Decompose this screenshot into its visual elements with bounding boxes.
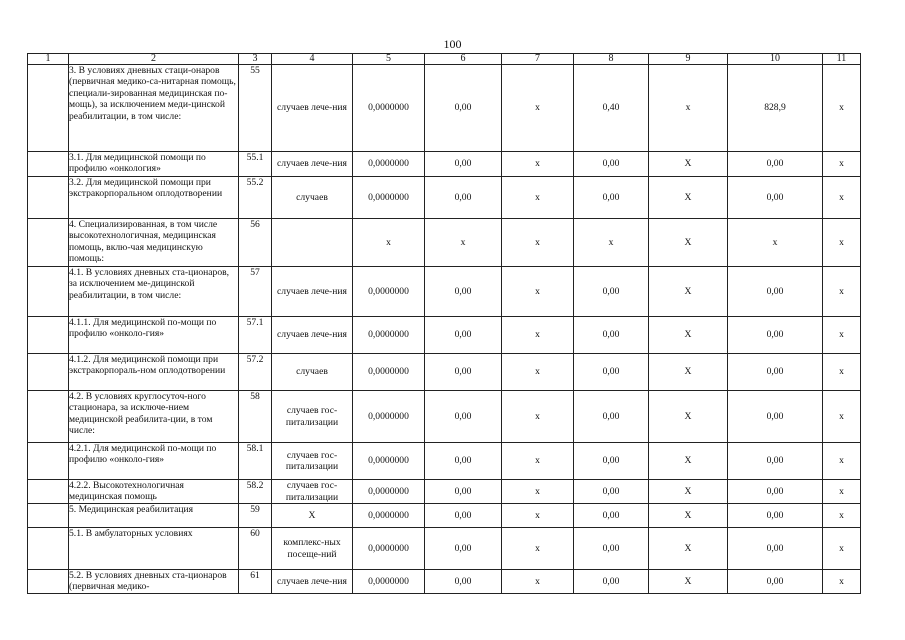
- row-unit: случаев лече-ния: [272, 317, 353, 354]
- row-col1-cell: [28, 528, 69, 570]
- value-col9: Х: [649, 152, 728, 177]
- row-code: 61: [239, 570, 272, 594]
- value-col10: 0,00: [728, 354, 823, 391]
- row-unit: случаев лече-ния: [272, 152, 353, 177]
- value-col7: х: [502, 177, 574, 219]
- row-col1-cell: [28, 391, 69, 443]
- value-col10: 0,00: [728, 317, 823, 354]
- value-col8: 0,00: [574, 317, 649, 354]
- value-col7: х: [502, 65, 574, 152]
- row-unit: случаев гос-питализации: [272, 480, 353, 504]
- table-row: [28, 504, 861, 528]
- value-col8: 0,00: [574, 152, 649, 177]
- value-col10: 0,00: [728, 177, 823, 219]
- value-col9: Х: [649, 177, 728, 219]
- value-col9: Х: [649, 317, 728, 354]
- row-unit: случаев лече-ния: [272, 65, 353, 152]
- row-unit: случаев: [272, 354, 353, 391]
- column-header: 1: [28, 54, 69, 65]
- value-col5: 0,0000000: [353, 317, 425, 354]
- value-col5: 0,0000000: [353, 570, 425, 594]
- value-col9: Х: [649, 480, 728, 504]
- column-header: 7: [502, 54, 574, 65]
- row-col1-cell: [28, 570, 69, 594]
- value-col8: 0,00: [574, 528, 649, 570]
- value-col10: 0,00: [728, 504, 823, 528]
- value-col5: 0,0000000: [353, 152, 425, 177]
- column-header: 10: [728, 54, 823, 65]
- row-col1-cell: [28, 267, 69, 317]
- data-table: [27, 53, 861, 594]
- value-col11: х: [823, 65, 861, 152]
- value-col11: х: [823, 267, 861, 317]
- column-number-row: [28, 54, 861, 65]
- row-col1-cell: [28, 354, 69, 391]
- row-unit: случаев лече-ния: [272, 267, 353, 317]
- row-code: 55.1: [239, 152, 272, 177]
- row-code: 58: [239, 391, 272, 443]
- row-name: 3.1. Для медицинской помощи по профилю «онкология»: [69, 152, 239, 177]
- row-name: 5.2. В условиях дневных ста-ционаров (первичная медико-: [69, 570, 239, 594]
- value-col10: 0,00: [728, 391, 823, 443]
- value-col10: х: [728, 219, 823, 267]
- row-col1-cell: [28, 177, 69, 219]
- value-col10: 0,00: [728, 152, 823, 177]
- value-col5: 0,0000000: [353, 354, 425, 391]
- value-col7: х: [502, 443, 574, 480]
- value-col5: 0,0000000: [353, 391, 425, 443]
- row-name: 4.1.1. Для медицинской по-мощи по профилю «онколо-гия»: [69, 317, 239, 354]
- page-number: 100: [443, 37, 462, 51]
- value-col6: 0,00: [425, 528, 502, 570]
- table-row: [28, 443, 861, 480]
- value-col7: х: [502, 354, 574, 391]
- value-col6: х: [425, 219, 502, 267]
- value-col11: х: [823, 570, 861, 594]
- table-row: [28, 177, 861, 219]
- value-col6: 0,00: [425, 177, 502, 219]
- value-col11: х: [823, 354, 861, 391]
- value-col11: х: [823, 504, 861, 528]
- row-code: 60: [239, 528, 272, 570]
- table-row: [28, 317, 861, 354]
- value-col5: 0,0000000: [353, 65, 425, 152]
- row-name: 4.1. В условиях дневных ста-ционаров, за исключением ме-дицинской реабилитации, в том числе:: [69, 267, 239, 317]
- table-row: [28, 267, 861, 317]
- value-col5: 0,0000000: [353, 480, 425, 504]
- value-col7: х: [502, 528, 574, 570]
- column-header: 8: [574, 54, 649, 65]
- row-unit: случаев гос-питализации: [272, 443, 353, 480]
- value-col7: х: [502, 480, 574, 504]
- column-header: 6: [425, 54, 502, 65]
- row-unit: случаев лече-ния: [272, 570, 353, 594]
- row-code: 55: [239, 65, 272, 152]
- value-col9: Х: [649, 443, 728, 480]
- row-col1-cell: [28, 480, 69, 504]
- row-code: 58.2: [239, 480, 272, 504]
- row-name: 4. Специализированная, в том числе высокотехнологичная, медицинская помощь, вклю-чая медицинскую помощь:: [69, 219, 239, 267]
- value-col6: 0,00: [425, 267, 502, 317]
- value-col6: 0,00: [425, 443, 502, 480]
- table-row: [28, 528, 861, 570]
- value-col5: 0,0000000: [353, 443, 425, 480]
- value-col9: Х: [649, 219, 728, 267]
- row-name: 4.1.2. Для медицинской помощи при экстракорпораль-ном оплодотворении: [69, 354, 239, 391]
- table-row: [28, 570, 861, 594]
- value-col6: 0,00: [425, 317, 502, 354]
- value-col8: 0,00: [574, 480, 649, 504]
- row-col1-cell: [28, 443, 69, 480]
- value-col10: 0,00: [728, 267, 823, 317]
- row-code: 57.2: [239, 354, 272, 391]
- row-name: 3.2. Для медицинской помощи при экстракорпоральном оплодотворении: [69, 177, 239, 219]
- column-header: 9: [649, 54, 728, 65]
- column-header: 3: [239, 54, 272, 65]
- value-col6: 0,00: [425, 570, 502, 594]
- table-row: [28, 354, 861, 391]
- table-row: [28, 219, 861, 267]
- value-col8: 0,00: [574, 443, 649, 480]
- value-col8: 0,00: [574, 177, 649, 219]
- value-col11: х: [823, 177, 861, 219]
- column-header: 2: [69, 54, 239, 65]
- value-col5: х: [353, 219, 425, 267]
- value-col8: 0,00: [574, 504, 649, 528]
- row-unit: комплекс-ных посеще-ний: [272, 528, 353, 570]
- row-name: 5.1. В амбулаторных условиях: [69, 528, 239, 570]
- value-col9: Х: [649, 391, 728, 443]
- row-name: 4.2.1. Для медицинской по-мощи по профилю «онколо-гия»: [69, 443, 239, 480]
- value-col7: х: [502, 504, 574, 528]
- value-col11: х: [823, 443, 861, 480]
- row-code: 58.1: [239, 443, 272, 480]
- value-col10: 0,00: [728, 480, 823, 504]
- value-col5: 0,0000000: [353, 528, 425, 570]
- value-col8: 0,00: [574, 267, 649, 317]
- value-col10: 0,00: [728, 443, 823, 480]
- value-col9: х: [649, 65, 728, 152]
- value-col10: 0,00: [728, 528, 823, 570]
- column-header: 5: [353, 54, 425, 65]
- value-col11: х: [823, 317, 861, 354]
- value-col5: 0,0000000: [353, 177, 425, 219]
- value-col6: 0,00: [425, 354, 502, 391]
- value-col7: х: [502, 570, 574, 594]
- value-col5: 0,0000000: [353, 504, 425, 528]
- row-col1-cell: [28, 219, 69, 267]
- value-col10: 0,00: [728, 570, 823, 594]
- value-col7: х: [502, 391, 574, 443]
- value-col7: х: [502, 317, 574, 354]
- value-col6: 0,00: [425, 152, 502, 177]
- row-code: 59: [239, 504, 272, 528]
- value-col8: 0,00: [574, 354, 649, 391]
- row-unit: [272, 219, 353, 267]
- value-col8: х: [574, 219, 649, 267]
- value-col11: х: [823, 391, 861, 443]
- row-unit: случаев гос-питализации: [272, 391, 353, 443]
- row-name: 5. Медицинская реабилитация: [69, 504, 239, 528]
- value-col9: Х: [649, 528, 728, 570]
- value-col7: х: [502, 267, 574, 317]
- value-col6: 0,00: [425, 480, 502, 504]
- value-col9: Х: [649, 504, 728, 528]
- value-col11: х: [823, 152, 861, 177]
- table-row: [28, 152, 861, 177]
- value-col8: 0,00: [574, 391, 649, 443]
- table-row: [28, 480, 861, 504]
- value-col7: х: [502, 152, 574, 177]
- row-code: 57: [239, 267, 272, 317]
- value-col6: 0,00: [425, 65, 502, 152]
- column-header: 11: [823, 54, 861, 65]
- value-col8: 0,40: [574, 65, 649, 152]
- value-col10: 828,9: [728, 65, 823, 152]
- row-code: 55.2: [239, 177, 272, 219]
- row-col1-cell: [28, 317, 69, 354]
- column-header: 4: [272, 54, 353, 65]
- row-name: 3. В условиях дневных стаци-онаров (первичная медико-са-нитарная помощь, специали-зированная медицинская по-мощь), за исключением меди-цинской реабилитации, в том числе:: [69, 65, 239, 152]
- row-name: 4.2.2. Высокотехнологичная медицинская помощь: [69, 480, 239, 504]
- value-col9: Х: [649, 354, 728, 391]
- table-row: [28, 65, 861, 152]
- value-col11: х: [823, 480, 861, 504]
- value-col8: 0,00: [574, 570, 649, 594]
- value-col6: 0,00: [425, 391, 502, 443]
- value-col9: Х: [649, 267, 728, 317]
- row-name: 4.2. В условиях круглосуточ-ного стационара, за исключе-нием медицинской реабилита-ции, в том числе:: [69, 391, 239, 443]
- row-col1-cell: [28, 152, 69, 177]
- row-col1-cell: [28, 65, 69, 152]
- value-col11: х: [823, 528, 861, 570]
- row-code: 56: [239, 219, 272, 267]
- value-col5: 0,0000000: [353, 267, 425, 317]
- row-code: 57.1: [239, 317, 272, 354]
- row-col1-cell: [28, 504, 69, 528]
- row-unit: случаев: [272, 177, 353, 219]
- value-col7: х: [502, 219, 574, 267]
- table-row: [28, 391, 861, 443]
- value-col11: х: [823, 219, 861, 267]
- value-col6: 0,00: [425, 504, 502, 528]
- row-unit: Х: [272, 504, 353, 528]
- value-col9: Х: [649, 570, 728, 594]
